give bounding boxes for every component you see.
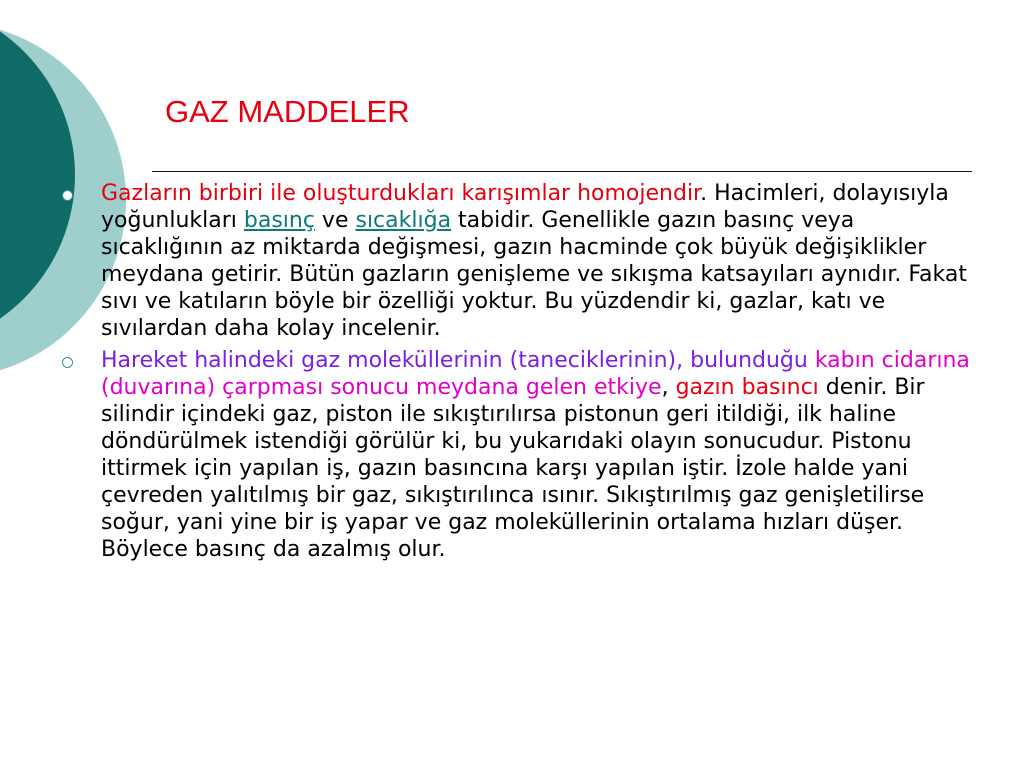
slide-title: GAZ MADDELER xyxy=(165,94,410,129)
wall-impact-phrase: kabın cidarına (duvarına) çarpması sonucu meydana gelen etkiye xyxy=(101,348,970,400)
bullet-gas-mixtures xyxy=(60,180,980,342)
bullet-1-text-a: . Hacimleri, dolayısıyla yoğunlukları xyxy=(101,181,949,233)
bullet-circle-icon xyxy=(62,190,73,201)
moving-molecules-phrase: Hareket halindeki gaz moleküllerinin (taneciklerinin), bulunduğu xyxy=(101,348,815,373)
bullet-2-text-rest: denir. Bir silindir içindeki gaz, piston ile sıkıştırılırsa pistonun geri itildiği, ilk haline döndürülmek istendiği görülür ki, bu yukarıdaki olayın sonucudur. Pistonu ittirmek için yapılan iş, gazın basıncına karşı yapılan iştir. İzole halde yani çevreden yalıtılmış bir gaz, sıkıştırılınca ısınır. Sıkıştırılmış gaz genişletilirse soğur, yani yine bir iş yapar ve gaz moleküllerinin ortalama hızları düşer. Böylece basınç da azalmış olur. xyxy=(101,375,925,562)
bullet-gas-pressure xyxy=(60,347,980,563)
bullet-1-text-c: tabidir. Genellikle gazın basınç veya sıcaklığının az miktarda değişmesi, gazın hacminde çok büyük değişiklikler meydana getirir. Bütün gazların genişleme ve sıkışma katsayıları aynıdır. Fakat sıvı ve katıların böyle bir özelliği yoktur. Bu yüzdendir ki, gazlar, katı ve sıvılardan daha kolay incelenir. xyxy=(101,208,967,341)
title-divider xyxy=(152,171,972,172)
pressure-link[interactable]: basınç xyxy=(243,208,315,233)
bullet-1-text-b: ve xyxy=(314,208,356,233)
homogeneous-statement: Gazların birbiri ile oluşturdukları karışımlar homojendir xyxy=(101,181,701,206)
temperature-link[interactable]: sıcaklığa xyxy=(355,208,452,233)
slide-body xyxy=(60,180,980,563)
gas-pressure-term: gazın basıncı xyxy=(675,375,819,400)
bullet-circle-icon xyxy=(62,357,73,368)
bullet-2-comma: , xyxy=(661,375,676,400)
